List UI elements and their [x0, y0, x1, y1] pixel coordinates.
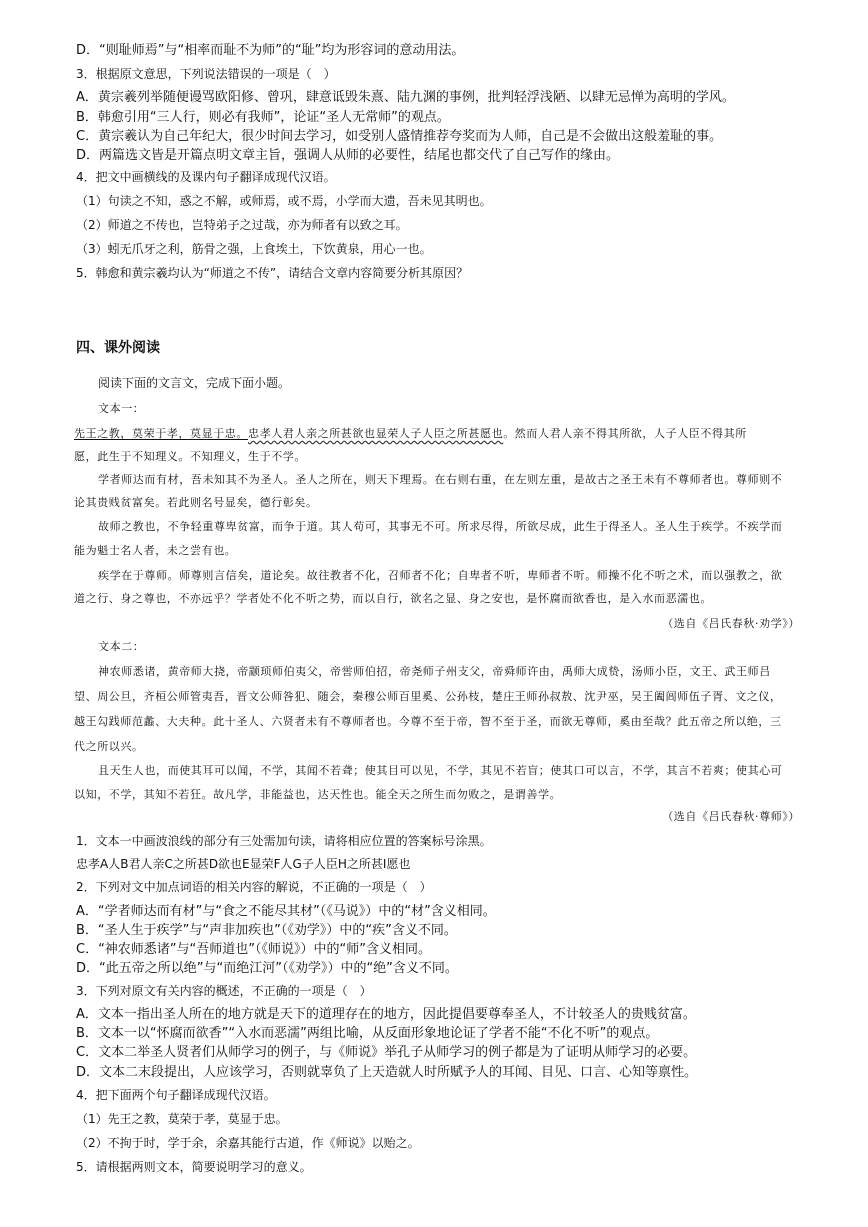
option-a: A．“学者师达而有材”与“食之不能尽其材”（《马说》）中的“材”含义相同。: [76, 904, 496, 919]
text2-label: 文本二：: [98, 640, 145, 653]
option-d: D．“此五帝之所以绝”与“而绝江河”（《劝学》）中的“绝”含义不同。: [76, 961, 458, 976]
question-5: 5．韩愈和黄宗羲均认为“师道之不传”，请结合文章内容简要分析其原因？: [76, 266, 469, 280]
option-d: D．两篇选文皆是开篇点明文章主旨，强调人从师的必要性，结尾也都交代了自己写作的缘由。: [76, 148, 620, 163]
option-b: B．文本一以“怀腐而欲香”“入水而恶濡”两组比喻，从反面形象地论证了学者不能“不化不听”的观点。: [76, 1026, 659, 1041]
text1-source: （选自《吕氏春秋·劝学》）: [662, 617, 800, 630]
text2-line: 望、周公旦，齐桓公师管夷吾，晋文公师咎犯、随会，秦穆公师百里奚、公孙枝，楚庄王师孙叔敖、沈尹巫，吴王阖闾师伍子胥、文之仪，: [74, 690, 782, 703]
question-2: 2．下列对文中加点词语的相关内容的解说，不正确的一项是（ ）: [76, 880, 432, 894]
text1-label: 文本一：: [98, 402, 145, 415]
instruction: 阅读下面的文言文，完成下面小题。: [98, 376, 291, 390]
option-a: A．黄宗羲列举随便谩骂欧阳修、曾巩，肆意诋毁朱熹、陆九渊的事例，批判轻浮浅陋、以肆无忌惮为高明的学风。: [76, 90, 735, 105]
option-c: C．“神农师悉诸”与“吾师道也”（《师说》）中的“师”含义相同。: [76, 942, 431, 957]
text1-line: 学者师达而有材，吾未知其不为圣人。圣人之所在，则天下理焉。在右则右重，在左则左重，是故古之圣王未有不尊师者也。尊师则不: [98, 473, 783, 486]
question-5: 5．请根据两则文本，简要说明学习的意义。: [76, 1160, 312, 1174]
option-b: B．“圣人生于疾学”与“声非加疾也”（《劝学》）中的“疾”含义不同。: [76, 923, 457, 938]
text2-source: （选自《吕氏春秋·尊师》）: [662, 810, 800, 823]
sentence-1: （1）句读之不知，惑之不解，或师焉，或不焉，小学而大遗，吾未见其明也。: [76, 194, 492, 208]
sentence-2: （2）不拘于时，学于余，余嘉其能行古道，作《师说》以贻之。: [76, 1136, 420, 1150]
text1-line: 论其贵贱贫富矣。若此则名号显矣，德行彰矣。: [74, 496, 318, 509]
option-c: C．文本二举圣人贤者们从师学习的例子，与《师说》举孔子从师学习的例子都是为了证明从师学习的必要。: [76, 1045, 697, 1060]
option-b: B．韩愈引用“三人行，则必有我师”，论证“圣人无常师”的观点。: [76, 110, 450, 125]
question-1: 1．文本一中画波浪线的部分有三处需加句读，请将相应位置的答案标号涂黑。: [76, 834, 492, 848]
question-3: 3．下列对原文有关内容的概述，不正确的一项是（ ）: [76, 984, 372, 998]
sentence-3: （3）蚓无爪牙之利，筋骨之强，上食埃土，下饮黄泉，用心一也。: [76, 242, 432, 256]
section-heading: 四、课外阅读: [76, 340, 160, 356]
text-run: 。然而人君人亲不得其所欲，人子人臣不得其所: [503, 427, 747, 440]
option-d: D．“则耻师焉”与“相率而耻不为师”的“耻”均为形容词的意动用法。: [76, 43, 465, 58]
text1-line: 能为魁士名人者，未之尝有也。: [74, 544, 237, 557]
text2-line: 代之所以兴。: [74, 740, 144, 753]
text1-line: 道之行、身之尊也，不亦远乎？学者处不化不听之势，而以自行，欲名之显、身之安也，是怀腐而欲香也，是入水而恶濡也。: [74, 592, 712, 605]
option-c: C．黄宗羲认为自己年纪大，很少时间去学习，如受别人盛情推荐夸奖而为人师，自己是不会做出这般羞耻的事。: [76, 129, 723, 144]
text1-line: [74, 427, 747, 440]
text1-line: 故师之教也，不争轻重尊卑贫富，而争于道。其人苟可，其事无不可。所求尽得，所欲尽成，此生于得圣人。圣人生于疾学。不疾学而: [98, 520, 783, 533]
sentence-2: （2）师道之不传也，岂特弟子之过哉，亦为师者有以致之耳。: [76, 218, 408, 232]
option-a: A．文本一指出圣人所在的地方就是天下的道理存在的地方，因此提倡要尊奉圣人，不计较圣人的贵贱贫富。: [76, 1007, 696, 1022]
sentence-1: （1）先王之教，莫荣于孝，莫显于忠。: [76, 1112, 288, 1126]
text1-line: 疾学在于尊师。师尊则言信矣，道论矣。故往教者不化，召师者不化；自卑者不听，卑师者不听。师操不化不听之术，而以强教之，欲: [98, 569, 783, 582]
wavy-underlined-sentence: 忠孝人君人亲之所甚欲也显荣人子人臣之所甚愿也: [248, 427, 504, 440]
option-d: D．文本二末段提出，人应该学习，否则就辜负了上天造就人时所赋予人的耳闻、目见、口言、心知等禀性。: [76, 1065, 698, 1080]
answer-options-text: 忠孝A人B君人亲C之所甚D欲也E显荣F人G子人臣H之所甚I愿也: [76, 857, 411, 871]
text2-line: 越王勾践师范蠡、大夫种。此十圣人、六贤者未有不尊师者也。今尊不至于帝，智不至于圣，而欲无尊师，奚由至哉？此五帝之所以绝，三: [74, 715, 782, 728]
text2-line: 以知，不学，其知不若狂。故凡学，非能益也，达天性也。能全天之所生而勿败之，是谓善学。: [74, 788, 562, 801]
question-3: 3．根据原文意思，下列说法错误的一项是（ ）: [76, 67, 336, 81]
question-4: 4．把文中画横线的及课内句子翻译成现代汉语。: [76, 170, 336, 184]
text2-line: 神农师悉诸，黄帝师大挠，帝颛顼师伯夷父，帝喾师伯招，帝尧师子州支父，帝舜师许由，禹师大成贽，汤师小臣，文王、武王师吕: [98, 665, 771, 678]
underlined-sentence: 先王之教，莫荣于孝，莫显于忠。: [74, 427, 248, 440]
text1-line: 愿，此生于不知理义。不知理义，生于不学。: [74, 450, 306, 463]
question-4: 4．把下面两个句子翻译成现代汉语。: [76, 1088, 276, 1102]
text2-line: 且天生人也，而使其耳可以闻，不学，其闻不若聋；使其目可以见，不学，其见不若盲；使其口可以言，不学，其言不若爽；使其心可: [98, 764, 783, 777]
